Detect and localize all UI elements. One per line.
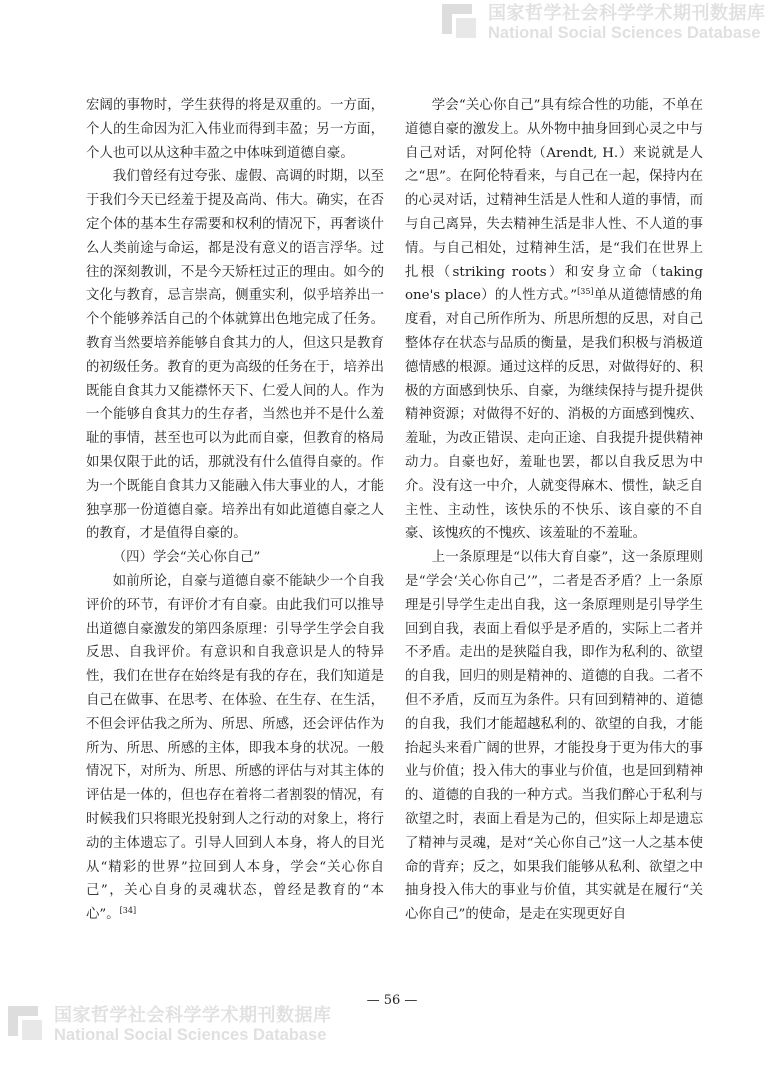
watermark-en: National Social Sciences Database (488, 24, 761, 43)
left-column (86, 94, 384, 927)
paragraph: 我们曾经有过夸张、虚假、高调的时期，以至于我们今天已经羞于提及高尚、伟大。确实，在否定个体的基本生存需要和权利的情况下，再奢谈什么人类前途与命运，都是没有意义的语言浮华。过往的深刻教训，不是今天矫枉过正的理由。如今的文化与教育，忌言崇高，侧重实利，似乎培养出一个个能够养活自己的个体就算出色地完成了任务。教育当然要培养能够自食其力的人，但这只是教育的初级任务。教育的更为高级的任务在于，培养出既能自食其力又能襟怀天下、仁爱人间的人。作为一个能够自食其力的生存者，当然也并不是什么羞耻的事情，甚至也可以为此而自豪，但教育的格局如果仅限于此的话，那就没有什么值得自豪的。作为一个既能自食其力又能融入伟大事业的人，才能独享那一份道德自豪。培养出有如此道德自豪之人的教育，才是值得自豪的。 (86, 169, 384, 542)
paragraph: 宏阔的事物时，学生获得的将是双重的。一方面，个人的生命因为汇入伟业而得到丰盈；另一方面，个人也可以从这种丰盈之中体味到道德自豪。 (86, 98, 384, 161)
watermark-en: National Social Sciences Database (54, 1026, 327, 1045)
watermark-bottom (8, 1006, 332, 1045)
watermark-cn: 国家哲学社会科学学术期刊数据库 (54, 1005, 332, 1026)
watermark-cn: 国家哲学社会科学学术期刊数据库 (488, 3, 766, 24)
watermark-top (442, 4, 766, 43)
nssd-logo-icon (442, 4, 480, 42)
nssd-logo-icon (8, 1006, 46, 1044)
right-column (405, 94, 703, 927)
footnote-ref[interactable]: [35] (577, 287, 594, 297)
footnote-ref[interactable]: [34] (119, 906, 137, 916)
page-number: — 56 — (366, 993, 418, 1008)
paragraph: 上一条原理是“以伟大育自豪”，这一条原理则是“学会‘关心你自己’”，二者是否矛盾？上一条原理是引导学生走出自我，这一条原理则是引导学生回到自我，表面上看似乎是矛盾的，实际上二者并不矛盾。走出的是狭隘自我，即作为私利的、欲望的自我，回归的则是精神的、道德的自我。二者不但不矛盾，反而互为条件。只有回到精神的、道德的自我，我们才能超越私利的、欲望的自我，才能抬起头来看广阔的世界，才能投身于更为伟大的事业与价值；投入伟大的事业与价值，也是回到精神的、道德的自我的一种方式。当我们醉心于私利与欲望之时，表面上看是为己的，但实际上却是遗忘了精神与灵魂，是对“关心你自己”这一人之基本使命的背弃；反之，如果我们能够从私利、欲望之中抽身投入伟大的事业与价值，其实就是在履行“关心你自己”的使命，是走在实现更好自 (405, 550, 703, 923)
section-heading: （四）学会“关心你自己” (112, 550, 261, 566)
paragraph: 如前所论，自豪与道德自豪不能缺少一个自我评价的环节，有评价才有自豪。由此我们可以推导出道德自豪激发的第四条原理：引导学生学会自我反思、自我评价。有意识和自我意识是人的特异性，我们在世存在始终是有我的存在，我们知道是自己在做事、在思考、在体验、在生存、在生活，不但会评估我之所为、所思、所感，还会评估作为所为、所思、所感的主体，即我本身的状况。一般情况下，对所为、所思、所感的评估与对其主体的评估是一体的，但也存在着将二者割裂的情况，有时候我们只将眼光投射到人之行动的对象上，将行动的主体遗忘了。引导人回到人本身，将人的目光从“精彩的世界”拉回到人本身，学会“关心你自己”，关心自身的灵魂状态，曾经是教育的“本心”。[34] (86, 573, 384, 923)
paragraph: 学会“关心你自己”具有综合性的功能，不单在道德自豪的激发上。从外物中抽身回到心灵之中与自己对话，对阿伦特（Arendt, H.）来说就是人之“思”。在阿伦特看来，与自己在一起，保持内在的心灵对话，过精神生活是人性和人道的事情，而与自己离异，失去精神生活是非人性、不人道的事情。与自己相处，过精神生活，是“我们在世界上扎根（striking roots）和安身立命（taking one's place）的人性方式。”[35]单从道德情感的角度看，对自己所作所为、所思所想的反思，对自己整体存在状态与品质的衡量，是我们积极与消极道德情感的根源。通过这样的反思，对做得好的、积极的方面感到快乐、自豪，为继续保持与提升提供精神资源；对做得不好的、消极的方面感到愧疚、羞耻，为改正错误、走向正途、自我提升提供精神动力。自豪也好，羞耻也罢，都以自我反思为中介。没有这一中介，人就变得麻木、惯性，缺乏自主性、主动性，该快乐的不快乐、该自豪的不自豪、该愧疚的不愧疚、该羞耻的不羞耻。 (405, 98, 704, 542)
